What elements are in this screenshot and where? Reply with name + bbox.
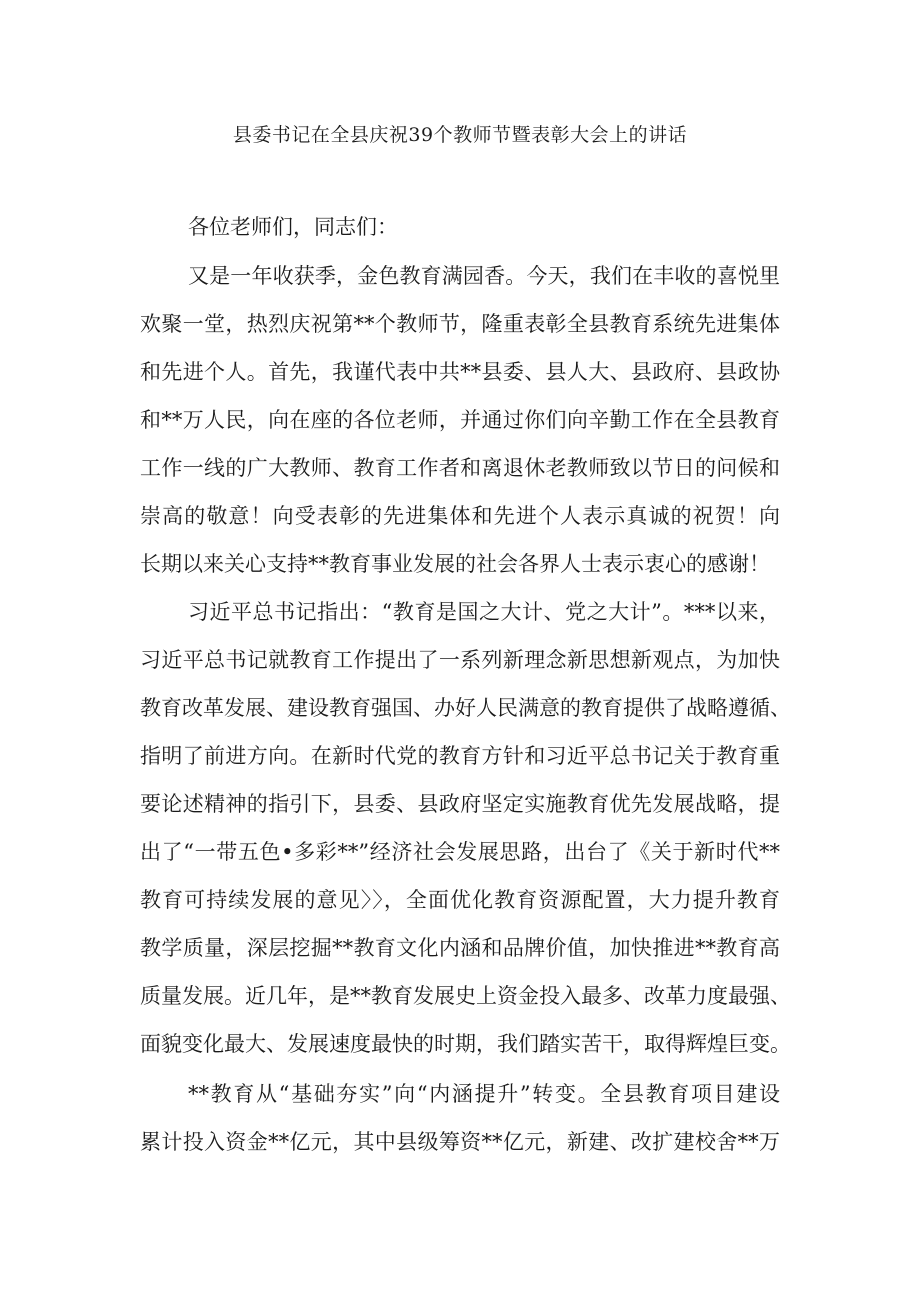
greeting: 各位老师们，同志们：	[188, 215, 398, 239]
paragraph-line: 习近平总书记就教育工作提出了一系列新理念新思想新观点，为加快	[140, 648, 780, 672]
paragraph-line: 和先进个人。首先，我谨代表中共**县委、县人大、县政府、县政协	[140, 360, 780, 384]
paragraph-line: 要论述精神的指引下，县委、县政府坚定实施教育优先发展战略，提	[140, 792, 780, 816]
paragraph-line: 累计投入资金**亿元，其中县级筹资**亿元，新建、改扩建校舍**万	[140, 1130, 780, 1154]
paragraph-line: 质量发展。近几年，是**教育发展史上资金投入最多、改革力度最强、	[140, 984, 791, 1008]
paragraph-line: 工作一线的广大教师、教育工作者和离退休老教师致以节日的问候和	[140, 456, 780, 480]
document-title: 县委书记在全县庆祝39个教师节暨表彰大会上的讲话	[232, 124, 688, 146]
paragraph-line: 又是一年收获季，金色教育满园香。今天，我们在丰收的喜悦里	[188, 264, 780, 288]
paragraph-line: 教学质量，深层挖掘**教育文化内涵和品牌价值，加快推进**教育高	[140, 936, 780, 960]
paragraph-line: 长期以来关心支持**教育事业发展的社会各界人士表示衷心的感谢！	[140, 552, 770, 576]
paragraph-line: 崇高的敬意！向受表彰的先进集体和先进个人表示真诚的祝贺！向	[140, 504, 780, 528]
paragraph-line: 教育改革发展、建设教育强国、办好人民满意的教育提供了战略遵循、	[140, 696, 791, 720]
paragraph-line: 面貌变化最大、发展速度最快的时期，我们踏实苦干，取得辉煌巨变。	[140, 1032, 791, 1056]
paragraph-line: 欢聚一堂，热烈庆祝第**个教师节，隆重表彰全县教育系统先进集体	[140, 312, 780, 336]
paragraph-line: 指明了前进方向。在新时代党的教育方针和习近平总书记关于教育重	[140, 744, 780, 768]
paragraph-line: **教育从“基础夯实”向“内涵提升”转变。全县教育项目建设	[188, 1082, 780, 1106]
paragraph-line: 教育可持续发展的意见〉〉，全面优化教育资源配置，大力提升教育	[140, 888, 780, 912]
paragraph-line: 出了“一带五色•多彩**”经济社会发展思路，出台了《关于新时代**	[140, 840, 780, 864]
paragraph-line: 和**万人民，向在座的各位老师，并通过你们向辛勤工作在全县教育	[140, 408, 780, 432]
paragraph-line: 习近平总书记指出：“教育是国之大计、党之大计”。***以来，	[188, 600, 780, 624]
